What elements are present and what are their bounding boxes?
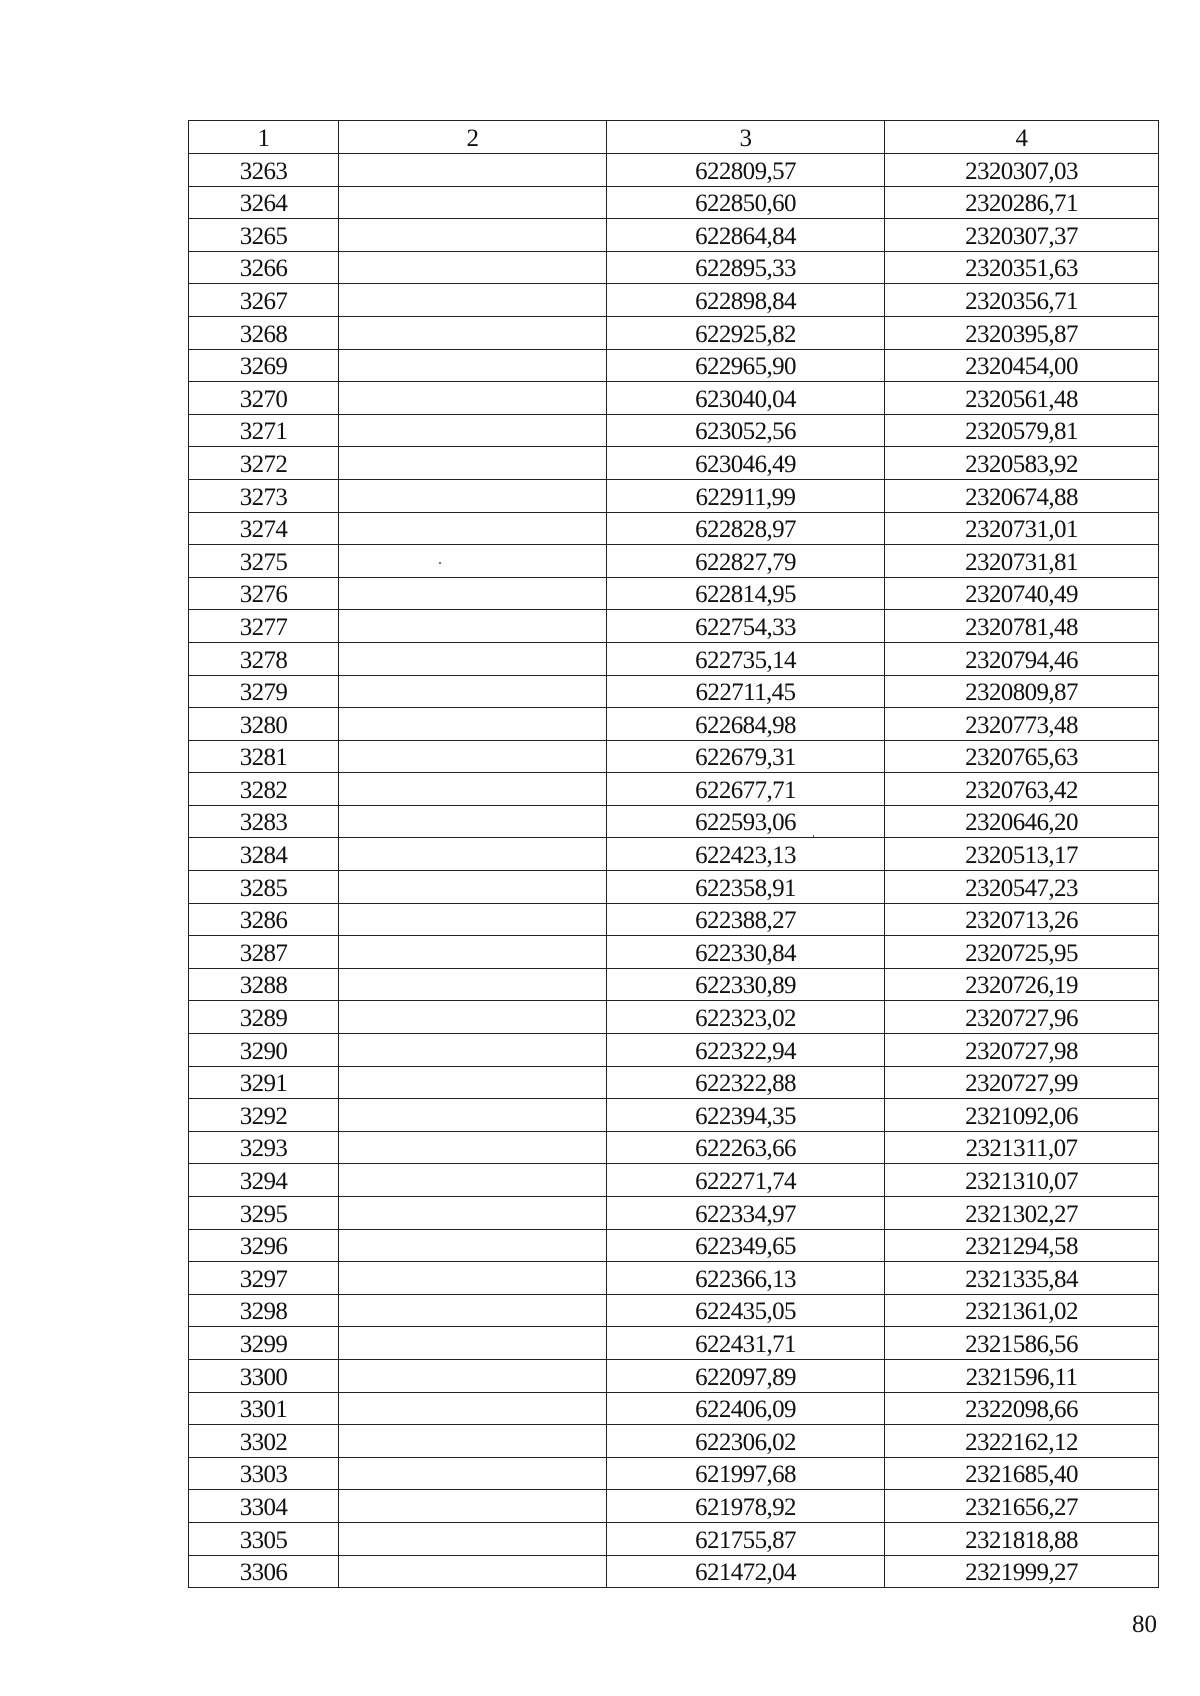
point-number-cell: 3281 bbox=[189, 740, 339, 773]
point-number-cell: 3265 bbox=[189, 219, 339, 252]
y-coordinate-cell: 2320307,03 bbox=[885, 154, 1159, 187]
table-row bbox=[189, 1359, 1159, 1392]
table-row bbox=[189, 349, 1159, 382]
description-cell bbox=[339, 1034, 607, 1067]
x-coordinate-cell: 622684,98 bbox=[607, 708, 885, 741]
y-coordinate-cell: 2320713,26 bbox=[885, 903, 1159, 936]
y-coordinate-cell: 2320765,63 bbox=[885, 740, 1159, 773]
point-number-cell: 3273 bbox=[189, 479, 339, 512]
description-cell bbox=[339, 251, 607, 284]
description-cell bbox=[339, 479, 607, 512]
point-number-cell: 3271 bbox=[189, 414, 339, 447]
point-number-cell: 3290 bbox=[189, 1034, 339, 1067]
x-coordinate-cell: 622754,33 bbox=[607, 610, 885, 643]
table-row bbox=[189, 740, 1159, 773]
point-number-cell: 3283 bbox=[189, 805, 339, 838]
x-coordinate-cell: 622735,14 bbox=[607, 642, 885, 675]
table-body bbox=[189, 154, 1159, 1588]
x-coordinate-cell: 622864,84 bbox=[607, 219, 885, 252]
table-row bbox=[189, 382, 1159, 415]
x-coordinate-cell: 622349,65 bbox=[607, 1229, 885, 1262]
description-cell bbox=[339, 1131, 607, 1164]
description-cell bbox=[339, 512, 607, 545]
y-coordinate-cell: 2320579,81 bbox=[885, 414, 1159, 447]
y-coordinate-cell: 2321818,88 bbox=[885, 1522, 1159, 1555]
table-row bbox=[189, 805, 1159, 838]
table-row bbox=[189, 316, 1159, 349]
scan-speck bbox=[813, 835, 814, 837]
description-cell bbox=[339, 773, 607, 806]
x-coordinate-cell: 622097,89 bbox=[607, 1359, 885, 1392]
y-coordinate-cell: 2320726,19 bbox=[885, 968, 1159, 1001]
point-number-cell: 3305 bbox=[189, 1522, 339, 1555]
table-row bbox=[189, 642, 1159, 675]
y-coordinate-cell: 2320286,71 bbox=[885, 186, 1159, 219]
y-coordinate-cell: 2320727,98 bbox=[885, 1034, 1159, 1067]
table-row bbox=[189, 610, 1159, 643]
description-cell bbox=[339, 968, 607, 1001]
y-coordinate-cell: 2320583,92 bbox=[885, 447, 1159, 480]
point-number-cell: 3280 bbox=[189, 708, 339, 741]
x-coordinate-cell: 622366,13 bbox=[607, 1262, 885, 1295]
description-cell bbox=[339, 1001, 607, 1034]
description-cell bbox=[339, 1164, 607, 1197]
point-number-cell: 3274 bbox=[189, 512, 339, 545]
description-cell bbox=[339, 1066, 607, 1099]
point-number-cell: 3278 bbox=[189, 642, 339, 675]
scan-speck bbox=[439, 562, 441, 564]
table-row bbox=[189, 1034, 1159, 1067]
x-coordinate-cell: 622827,79 bbox=[607, 545, 885, 578]
table-row bbox=[189, 512, 1159, 545]
coordinates-table bbox=[188, 120, 1159, 1588]
x-coordinate-cell: 622330,89 bbox=[607, 968, 885, 1001]
y-coordinate-cell: 2321999,27 bbox=[885, 1555, 1159, 1588]
y-coordinate-cell: 2320740,49 bbox=[885, 577, 1159, 610]
x-coordinate-cell: 622911,99 bbox=[607, 479, 885, 512]
y-coordinate-cell: 2320809,87 bbox=[885, 675, 1159, 708]
y-coordinate-cell: 2321311,07 bbox=[885, 1131, 1159, 1164]
y-coordinate-cell: 2320727,96 bbox=[885, 1001, 1159, 1034]
y-coordinate-cell: 2320307,37 bbox=[885, 219, 1159, 252]
y-coordinate-cell: 2320561,48 bbox=[885, 382, 1159, 415]
point-number-cell: 3297 bbox=[189, 1262, 339, 1295]
y-coordinate-cell: 2320773,48 bbox=[885, 708, 1159, 741]
table-row bbox=[189, 1131, 1159, 1164]
table-row bbox=[189, 1294, 1159, 1327]
x-coordinate-cell: 622895,33 bbox=[607, 251, 885, 284]
table-row bbox=[189, 1197, 1159, 1230]
x-coordinate-cell: 622435,05 bbox=[607, 1294, 885, 1327]
point-number-cell: 3298 bbox=[189, 1294, 339, 1327]
description-cell bbox=[339, 708, 607, 741]
point-number-cell: 3284 bbox=[189, 838, 339, 871]
point-number-cell: 3277 bbox=[189, 610, 339, 643]
x-coordinate-cell: 622423,13 bbox=[607, 838, 885, 871]
point-number-cell: 3287 bbox=[189, 936, 339, 969]
point-number-cell: 3270 bbox=[189, 382, 339, 415]
description-cell bbox=[339, 675, 607, 708]
y-coordinate-cell: 2320763,42 bbox=[885, 773, 1159, 806]
point-number-cell: 3291 bbox=[189, 1066, 339, 1099]
x-coordinate-cell: 622406,09 bbox=[607, 1392, 885, 1425]
x-coordinate-cell: 622925,82 bbox=[607, 316, 885, 349]
point-number-cell: 3267 bbox=[189, 284, 339, 317]
description-cell bbox=[339, 1294, 607, 1327]
description-cell bbox=[339, 1197, 607, 1230]
y-coordinate-cell: 2320731,01 bbox=[885, 512, 1159, 545]
description-cell bbox=[339, 1522, 607, 1555]
y-coordinate-cell: 2321361,02 bbox=[885, 1294, 1159, 1327]
x-coordinate-cell: 623040,04 bbox=[607, 382, 885, 415]
table-row bbox=[189, 1099, 1159, 1132]
x-coordinate-cell: 622334,97 bbox=[607, 1197, 885, 1230]
page-number: 80 bbox=[1132, 1611, 1157, 1638]
table-row bbox=[189, 903, 1159, 936]
x-coordinate-cell: 622677,71 bbox=[607, 773, 885, 806]
point-number-cell: 3272 bbox=[189, 447, 339, 480]
table-row bbox=[189, 1164, 1159, 1197]
table-row bbox=[189, 708, 1159, 741]
y-coordinate-cell: 2321302,27 bbox=[885, 1197, 1159, 1230]
y-coordinate-cell: 2320395,87 bbox=[885, 316, 1159, 349]
column-header-4: 4 bbox=[885, 121, 1159, 154]
y-coordinate-cell: 2322162,12 bbox=[885, 1425, 1159, 1458]
table-row bbox=[189, 1392, 1159, 1425]
point-number-cell: 3289 bbox=[189, 1001, 339, 1034]
point-number-cell: 3304 bbox=[189, 1490, 339, 1523]
point-number-cell: 3263 bbox=[189, 154, 339, 187]
point-number-cell: 3266 bbox=[189, 251, 339, 284]
table-header bbox=[189, 121, 1159, 154]
description-cell bbox=[339, 838, 607, 871]
point-number-cell: 3288 bbox=[189, 968, 339, 1001]
description-cell bbox=[339, 1490, 607, 1523]
description-cell bbox=[339, 903, 607, 936]
y-coordinate-cell: 2320674,88 bbox=[885, 479, 1159, 512]
point-number-cell: 3279 bbox=[189, 675, 339, 708]
description-cell bbox=[339, 154, 607, 187]
description-cell bbox=[339, 805, 607, 838]
x-coordinate-cell: 622809,57 bbox=[607, 154, 885, 187]
description-cell bbox=[339, 610, 607, 643]
column-header-1: 1 bbox=[189, 121, 339, 154]
y-coordinate-cell: 2321310,07 bbox=[885, 1164, 1159, 1197]
description-cell bbox=[339, 1457, 607, 1490]
table-row bbox=[189, 968, 1159, 1001]
description-cell bbox=[339, 284, 607, 317]
y-coordinate-cell: 2321586,56 bbox=[885, 1327, 1159, 1360]
x-coordinate-cell: 622306,02 bbox=[607, 1425, 885, 1458]
x-coordinate-cell: 622322,88 bbox=[607, 1066, 885, 1099]
point-number-cell: 3264 bbox=[189, 186, 339, 219]
point-number-cell: 3282 bbox=[189, 773, 339, 806]
x-coordinate-cell: 623052,56 bbox=[607, 414, 885, 447]
y-coordinate-cell: 2320727,99 bbox=[885, 1066, 1159, 1099]
description-cell bbox=[339, 1425, 607, 1458]
description-cell bbox=[339, 316, 607, 349]
x-coordinate-cell: 622593,06 bbox=[607, 805, 885, 838]
y-coordinate-cell: 2320781,48 bbox=[885, 610, 1159, 643]
point-number-cell: 3275 bbox=[189, 545, 339, 578]
table-row bbox=[189, 1457, 1159, 1490]
description-cell bbox=[339, 1262, 607, 1295]
x-coordinate-cell: 622271,74 bbox=[607, 1164, 885, 1197]
y-coordinate-cell: 2320351,63 bbox=[885, 251, 1159, 284]
x-coordinate-cell: 622323,02 bbox=[607, 1001, 885, 1034]
point-number-cell: 3268 bbox=[189, 316, 339, 349]
table-row bbox=[189, 479, 1159, 512]
point-number-cell: 3269 bbox=[189, 349, 339, 382]
description-cell bbox=[339, 186, 607, 219]
table-row bbox=[189, 773, 1159, 806]
header-row bbox=[189, 121, 1159, 154]
point-number-cell: 3300 bbox=[189, 1359, 339, 1392]
table-row bbox=[189, 154, 1159, 187]
point-number-cell: 3306 bbox=[189, 1555, 339, 1588]
y-coordinate-cell: 2321596,11 bbox=[885, 1359, 1159, 1392]
table-row bbox=[189, 936, 1159, 969]
y-coordinate-cell: 2320794,46 bbox=[885, 642, 1159, 675]
column-header-3: 3 bbox=[607, 121, 885, 154]
table-row bbox=[189, 577, 1159, 610]
y-coordinate-cell: 2322098,66 bbox=[885, 1392, 1159, 1425]
x-coordinate-cell: 622965,90 bbox=[607, 349, 885, 382]
point-number-cell: 3302 bbox=[189, 1425, 339, 1458]
description-cell bbox=[339, 1229, 607, 1262]
y-coordinate-cell: 2321656,27 bbox=[885, 1490, 1159, 1523]
point-number-cell: 3276 bbox=[189, 577, 339, 610]
x-coordinate-cell: 622388,27 bbox=[607, 903, 885, 936]
description-cell bbox=[339, 382, 607, 415]
table-row bbox=[189, 1490, 1159, 1523]
x-coordinate-cell: 622814,95 bbox=[607, 577, 885, 610]
description-cell bbox=[339, 642, 607, 675]
y-coordinate-cell: 2320731,81 bbox=[885, 545, 1159, 578]
table-row bbox=[189, 545, 1159, 578]
x-coordinate-cell: 622394,35 bbox=[607, 1099, 885, 1132]
y-coordinate-cell: 2321092,06 bbox=[885, 1099, 1159, 1132]
description-cell bbox=[339, 545, 607, 578]
x-coordinate-cell: 622679,31 bbox=[607, 740, 885, 773]
table-row bbox=[189, 1066, 1159, 1099]
x-coordinate-cell: 622431,71 bbox=[607, 1327, 885, 1360]
column-header-2: 2 bbox=[339, 121, 607, 154]
y-coordinate-cell: 2320356,71 bbox=[885, 284, 1159, 317]
table-row bbox=[189, 838, 1159, 871]
x-coordinate-cell: 621978,92 bbox=[607, 1490, 885, 1523]
description-cell bbox=[339, 1392, 607, 1425]
y-coordinate-cell: 2320454,00 bbox=[885, 349, 1159, 382]
table-row bbox=[189, 1555, 1159, 1588]
table-row bbox=[189, 675, 1159, 708]
table-row bbox=[189, 1522, 1159, 1555]
table-row bbox=[189, 1001, 1159, 1034]
point-number-cell: 3285 bbox=[189, 871, 339, 904]
x-coordinate-cell: 621472,04 bbox=[607, 1555, 885, 1588]
x-coordinate-cell: 622898,84 bbox=[607, 284, 885, 317]
description-cell bbox=[339, 349, 607, 382]
point-number-cell: 3293 bbox=[189, 1131, 339, 1164]
point-number-cell: 3301 bbox=[189, 1392, 339, 1425]
y-coordinate-cell: 2320513,17 bbox=[885, 838, 1159, 871]
table-row bbox=[189, 251, 1159, 284]
table-row bbox=[189, 414, 1159, 447]
description-cell bbox=[339, 1327, 607, 1360]
description-cell bbox=[339, 740, 607, 773]
description-cell bbox=[339, 219, 607, 252]
point-number-cell: 3294 bbox=[189, 1164, 339, 1197]
y-coordinate-cell: 2320646,20 bbox=[885, 805, 1159, 838]
y-coordinate-cell: 2321685,40 bbox=[885, 1457, 1159, 1490]
x-coordinate-cell: 622358,91 bbox=[607, 871, 885, 904]
x-coordinate-cell: 622711,45 bbox=[607, 675, 885, 708]
table-row bbox=[189, 284, 1159, 317]
x-coordinate-cell: 623046,49 bbox=[607, 447, 885, 480]
x-coordinate-cell: 622322,94 bbox=[607, 1034, 885, 1067]
description-cell bbox=[339, 447, 607, 480]
point-number-cell: 3296 bbox=[189, 1229, 339, 1262]
x-coordinate-cell: 622330,84 bbox=[607, 936, 885, 969]
x-coordinate-cell: 622263,66 bbox=[607, 1131, 885, 1164]
x-coordinate-cell: 621755,87 bbox=[607, 1522, 885, 1555]
y-coordinate-cell: 2321294,58 bbox=[885, 1229, 1159, 1262]
description-cell bbox=[339, 1359, 607, 1392]
point-number-cell: 3286 bbox=[189, 903, 339, 936]
table-row bbox=[189, 219, 1159, 252]
x-coordinate-cell: 622850,60 bbox=[607, 186, 885, 219]
table-row bbox=[189, 1425, 1159, 1458]
x-coordinate-cell: 621997,68 bbox=[607, 1457, 885, 1490]
description-cell bbox=[339, 936, 607, 969]
table-row bbox=[189, 1229, 1159, 1262]
table-row bbox=[189, 186, 1159, 219]
table-row bbox=[189, 1327, 1159, 1360]
point-number-cell: 3292 bbox=[189, 1099, 339, 1132]
description-cell bbox=[339, 414, 607, 447]
y-coordinate-cell: 2320725,95 bbox=[885, 936, 1159, 969]
table-row bbox=[189, 1262, 1159, 1295]
y-coordinate-cell: 2321335,84 bbox=[885, 1262, 1159, 1295]
point-number-cell: 3303 bbox=[189, 1457, 339, 1490]
description-cell bbox=[339, 1555, 607, 1588]
point-number-cell: 3295 bbox=[189, 1197, 339, 1230]
description-cell bbox=[339, 577, 607, 610]
description-cell bbox=[339, 871, 607, 904]
x-coordinate-cell: 622828,97 bbox=[607, 512, 885, 545]
table-row bbox=[189, 447, 1159, 480]
table-row bbox=[189, 871, 1159, 904]
description-cell bbox=[339, 1099, 607, 1132]
y-coordinate-cell: 2320547,23 bbox=[885, 871, 1159, 904]
point-number-cell: 3299 bbox=[189, 1327, 339, 1360]
